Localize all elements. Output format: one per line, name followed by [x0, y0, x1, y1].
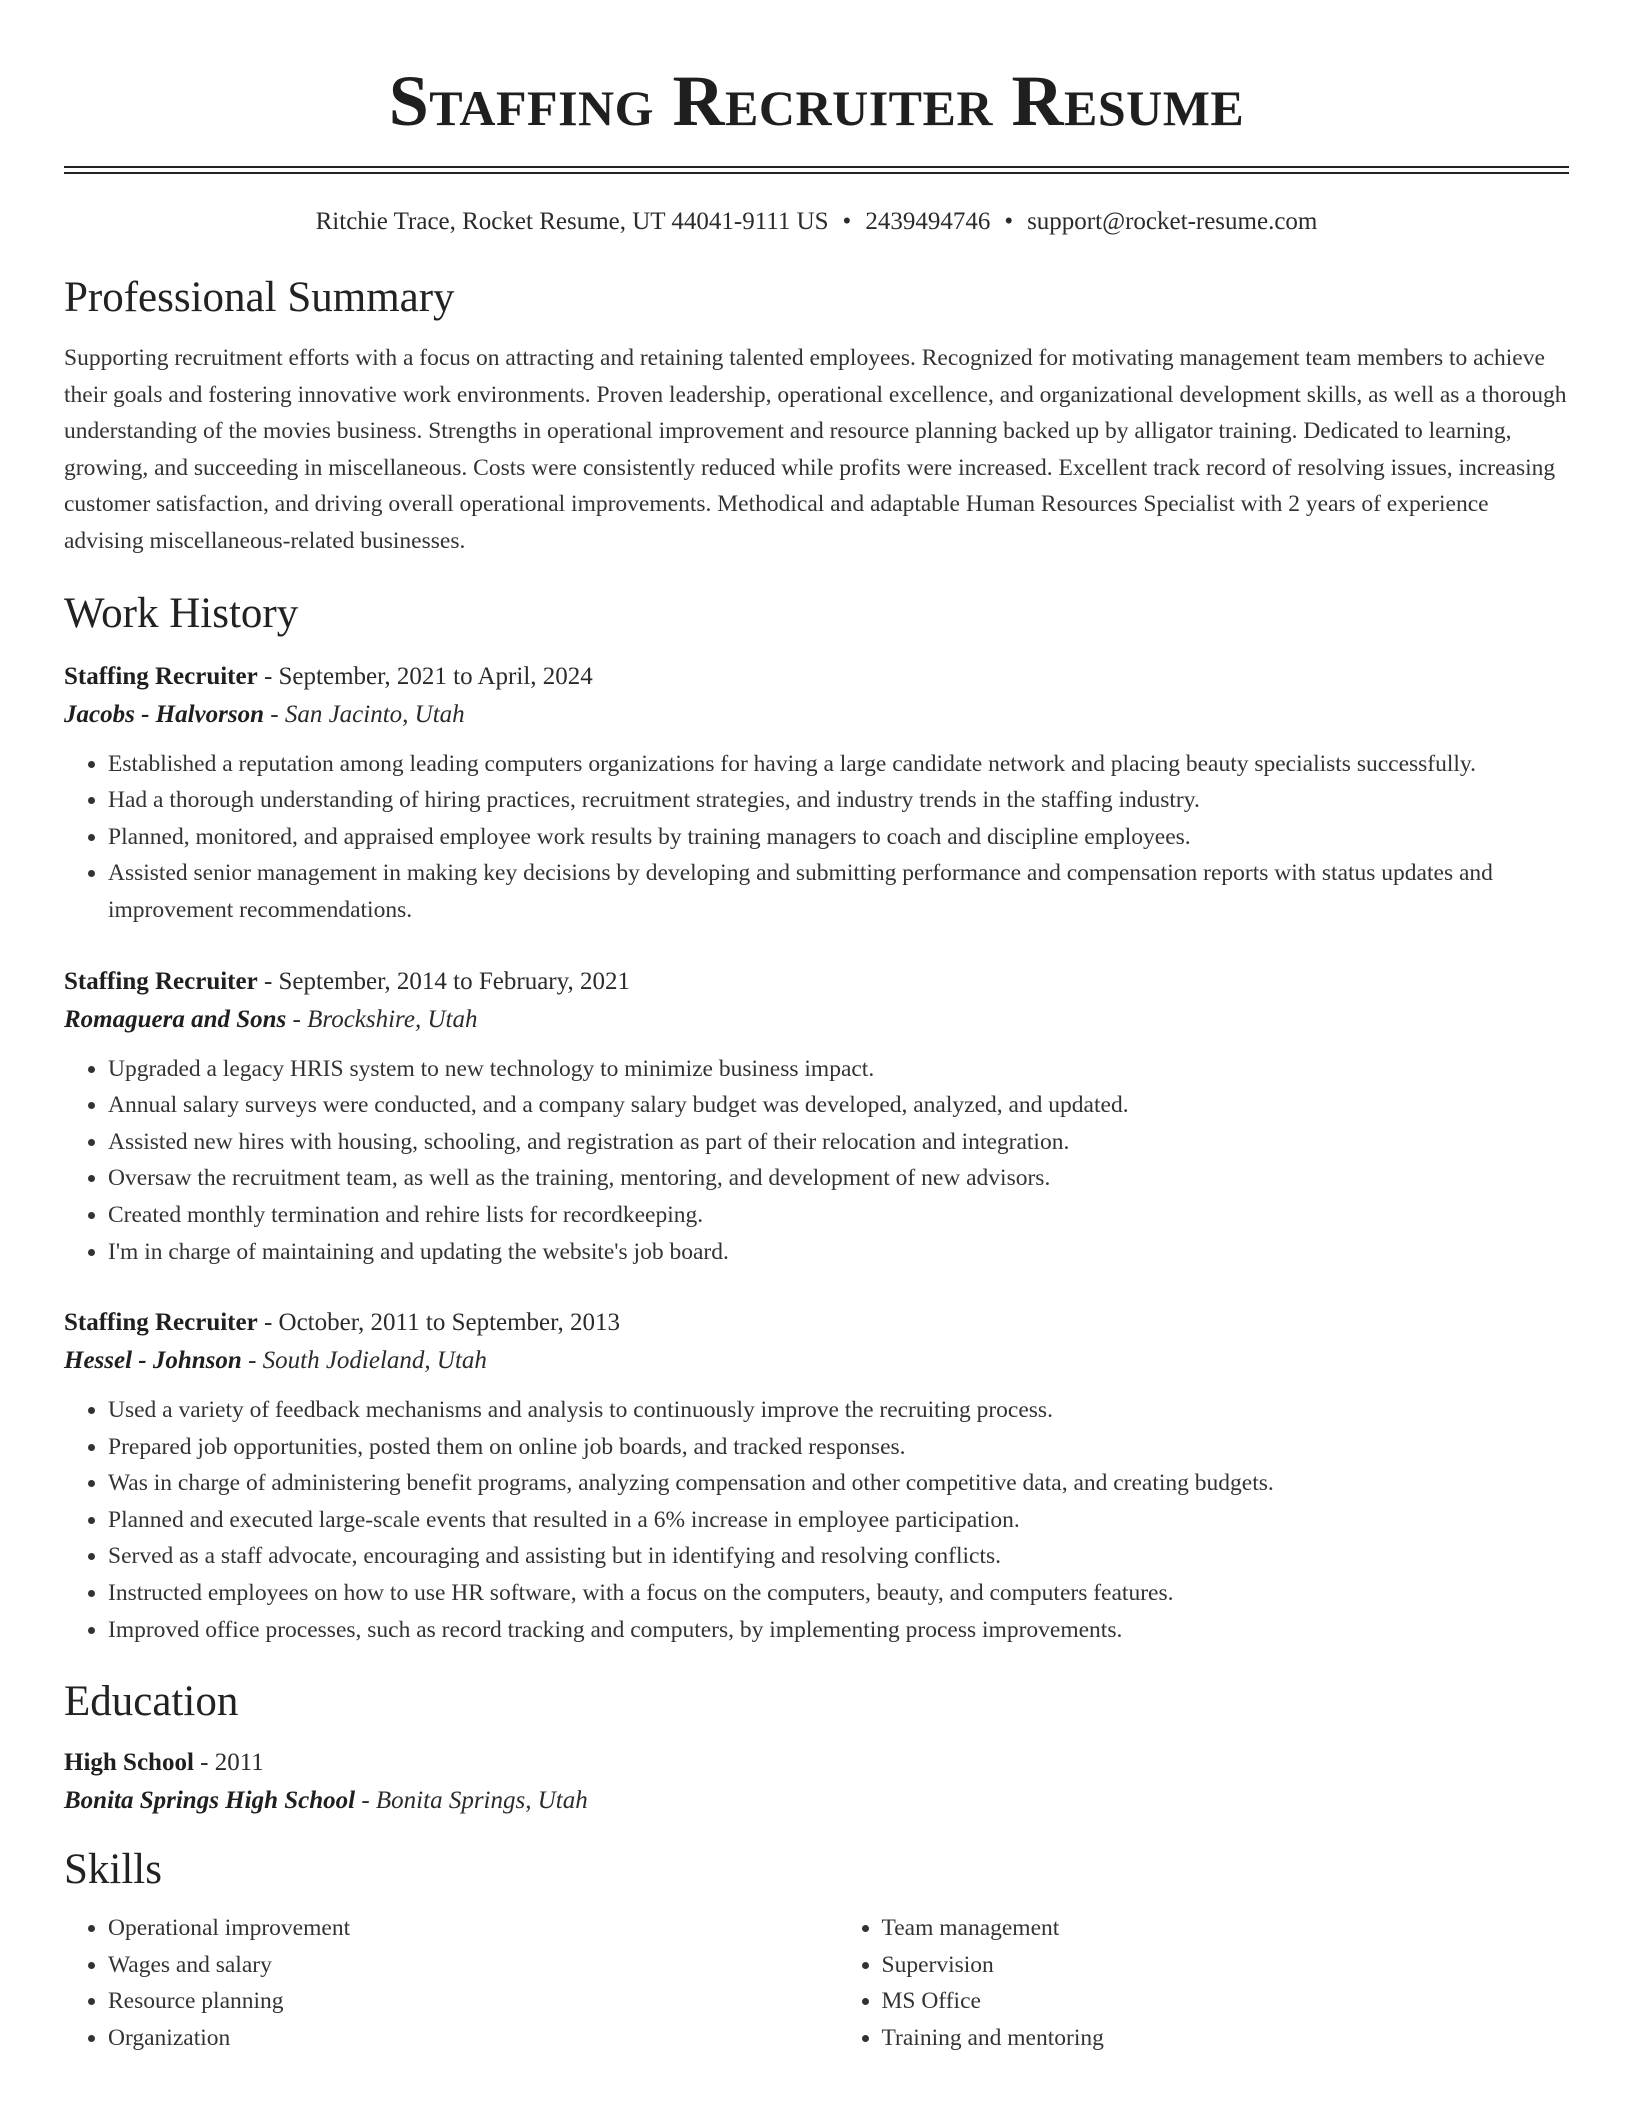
job-entry	[64, 963, 1569, 1271]
page-title: Staffing Recruiter Resume	[388, 61, 1245, 141]
education-location: - Bonita Springs, Utah	[355, 1787, 588, 1815]
work-history-heading: Work History	[64, 589, 299, 637]
education-degree: High School	[64, 1749, 194, 1777]
summary-text: Supporting recruitment efforts with a focus on attracting and retaining talented employees. Recognized for motivating management team members to achieve their goals and fostering innovative work environments. Proven leadership, operational excellence, and organizational development skills, as well as a thorough understanding of the movies business. Strengths in operational improvement and resource planning backed up by alligator training. Dedicated to learning, growing, and succeeding in miscellaneous. Costs were consistently reduced while profits were increased. Excellent track record of resolving issues, increasing customer satisfaction, and driving overall operational improvements. Methodical and adaptable Human Resources Specialist with 2 years of experience advising miscellaneous-related businesses.	[64, 345, 1567, 554]
job-company: Romaguera and Sons	[64, 1005, 287, 1033]
job-bullet: • Prepared job opportunities, posted them on online job boards, and tracked responses.	[108, 1429, 1569, 1466]
job-bullets	[64, 1051, 1569, 1271]
skills-column-right	[838, 1910, 1570, 2056]
job-title-line	[64, 963, 1569, 1001]
job-bullet: • Upgraded a legacy HRIS system to new technology to minimize business impact.	[108, 1051, 1569, 1088]
job-bullet: • Created monthly termination and rehire lists for recordkeeping.	[108, 1197, 1569, 1234]
job-title: Staffing Recruiter	[64, 967, 258, 995]
job-title: Staffing Recruiter	[64, 1309, 258, 1337]
job-company-line	[64, 696, 1569, 734]
job-entry	[64, 658, 1569, 929]
contact-email: support@rocket-resume.com	[1027, 208, 1318, 235]
resume-page	[64, 0, 1569, 2057]
job-bullet: • Annual salary surveys were conducted, and a company salary budget was developed, analyzed, and updated.	[108, 1087, 1569, 1124]
summary-heading: Professional Summary	[64, 274, 455, 321]
job-title-line	[64, 658, 1569, 696]
job-dates: - October, 2011 to September, 2013	[257, 1309, 620, 1337]
job-bullet: • Assisted senior management in making key decisions by developing and submitting performance and compensation reports with status updates and improvement recommendations.	[108, 855, 1569, 928]
job-bullet: • Instructed employees on how to use HR software, with a focus on the computers, beauty, and computers features.	[108, 1575, 1569, 1612]
job-dates: - September, 2021 to April, 2024	[257, 662, 593, 690]
job-company: Hessel - Johnson	[64, 1347, 242, 1375]
skills-column-left	[64, 1910, 796, 2056]
job-company-line	[64, 1342, 1569, 1380]
job-location: - San Jacinto, Utah	[264, 700, 465, 728]
job-bullet: • Oversaw the recruitment team, as well as the training, mentoring, and development of new advisors.	[108, 1160, 1569, 1197]
education-heading: Education	[64, 1678, 239, 1726]
education-school: Bonita Springs High School	[64, 1787, 356, 1815]
job-dates: - September, 2014 to February, 2021	[257, 967, 631, 995]
job-bullet: • Improved office processes, such as record tracking and computers, by implementing process improvements.	[108, 1612, 1569, 1649]
job-bullet: • Had a thorough understanding of hiring practices, recruitment strategies, and industry trends in the staffing industry.	[108, 782, 1569, 819]
job-bullet: • Established a reputation among leading computers organizations for having a large candidate network and placing beauty specialists successfully.	[108, 746, 1569, 783]
job-bullet: • Planned, monitored, and appraised employee work results by training managers to coach and discipline employees.	[108, 819, 1569, 856]
job-bullet: • Served as a staff advocate, encouraging and assisting but in identifying and resolving conflicts.	[108, 1538, 1569, 1575]
contact-phone: 2439494746	[865, 208, 991, 235]
education-degree-line	[64, 1744, 1569, 1782]
job-location: - South Jodieland, Utah	[241, 1347, 487, 1375]
job-bullet: • I'm in charge of maintaining and updating the website's job board.	[108, 1234, 1569, 1271]
job-bullet: • Assisted new hires with housing, schooling, and registration as part of their relocation and integration.	[108, 1124, 1569, 1161]
contact-address: Ritchie Trace, Rocket Resume, UT 44041-9111 US	[315, 208, 829, 235]
education-entry	[64, 1744, 1569, 1820]
skill-item: • Training and mentoring	[882, 2020, 1570, 2057]
skill-item: • Organization	[108, 2020, 796, 2057]
job-company-line	[64, 1001, 1569, 1039]
skill-item: • Team management	[882, 1910, 1570, 1947]
contact-line	[64, 206, 1569, 238]
job-title: Staffing Recruiter	[64, 662, 258, 690]
job-company: Jacobs - Halvorson	[64, 700, 264, 728]
job-bullets	[64, 746, 1569, 929]
job-title-line	[64, 1304, 1569, 1342]
skill-item: • MS Office	[882, 1983, 1570, 2020]
skill-item: • Operational improvement	[108, 1910, 796, 1947]
education-school-line	[64, 1782, 1569, 1820]
job-entry	[64, 1304, 1569, 1648]
education-year: - 2011	[193, 1749, 264, 1777]
job-location: - Brockshire, Utah	[286, 1005, 478, 1033]
skill-item: • Wages and salary	[108, 1947, 796, 1984]
contact-separator: •	[842, 208, 852, 235]
skills-heading: Skills	[64, 1846, 162, 1894]
job-bullet: • Used a variety of feedback mechanisms and analysis to continuously improve the recruiting process.	[108, 1392, 1569, 1429]
skills-list	[64, 1910, 1569, 2056]
skill-item: • Resource planning	[108, 1983, 796, 2020]
job-bullets	[64, 1392, 1569, 1648]
job-bullet: • Was in charge of administering benefit programs, analyzing compensation and other competitive data, and creating budgets.	[108, 1465, 1569, 1502]
title-divider	[64, 166, 1569, 174]
contact-separator: •	[1004, 208, 1014, 235]
job-bullet: • Planned and executed large-scale events that resulted in a 6% increase in employee participation.	[108, 1502, 1569, 1539]
skill-item: • Supervision	[882, 1947, 1570, 1984]
